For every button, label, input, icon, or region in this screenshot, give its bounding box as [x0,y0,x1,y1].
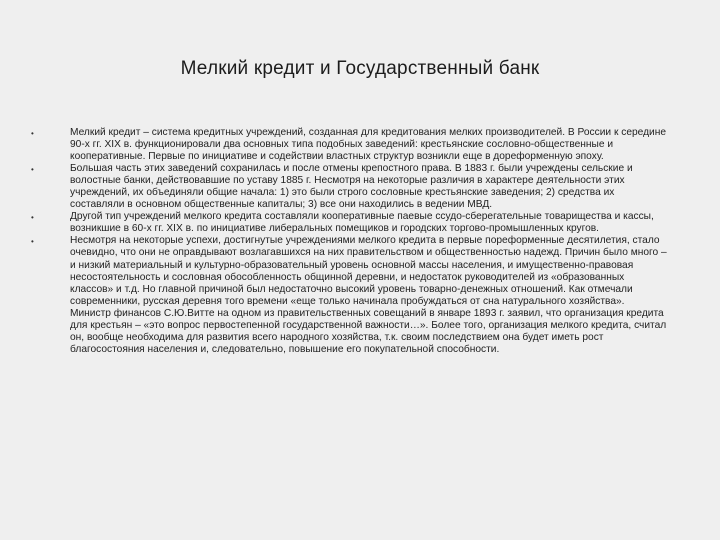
bullet-list [0,127,720,356]
list-item [0,235,720,355]
slide-title: Мелкий кредит и Государственный банк [180,58,540,79]
list-item-text: Мелкий кредит – система кредитных учреждений, созданная для кредитования мелких производителей. В России к середине 90-х гг. XIX в. функционировали два основных типа подобных заведений: крестьянские сословно-общественные и кооперативные. Первые по инициативе и содействии властных структур возникли еще в дореформенную эпоху. [70,127,667,163]
list-item [0,127,720,163]
list-item-text: Большая часть этих заведений сохранилась и после отмены крепостного права. В 1883 г. были учреждены сельские и волостные банки, действовавшие по уставу 1885 г. Несмотря на некоторые различия в характере деятельности этих учреждений, их объединяли общие начала: 1) это были строго сословные крестьянские заведения; 2) средства их составляли в основном общественные капиталы; 3) все они находились в ведении МВД. [70,163,633,211]
list-item-text: Другой тип учреждений мелкого кредита составляли кооперативные паевые ссудо-сберегательные товарищества и кассы, возникшие в 60-х гг. XIX в. по инициативе либеральных помещиков и городских торгово-промышленных кругов. [70,211,654,235]
list-item [0,163,720,211]
list-item [0,211,720,235]
bullet-icon: • [31,237,34,247]
bullet-icon: • [31,129,34,138]
bullet-icon: • [31,213,34,223]
list-item-text: Несмотря на некоторые успехи, достигнутые учреждениями мелкого кредита в первые пореформенные десятилетия, стало очевидно, что они не оправдывают возлагавшихся на них правительством и общественностью надежд. Причин было много – и низкий материальный и культурно-образовательный уровень основной массы населения, и имущественно-правовая несостоятельность и сословная обособленность общинной деревни, и недостаток руководителей из «образованных классов» и т.д. Но главной причиной был недостаточно высокий уровень товарно-денежных отношений. Как отмечали современники, русская деревня того времени «еще только начинала пробуждаться от сна натурального хозяйства». Министр финансов С.Ю.Витте на одном из правительственных совещаний в январе 1893 г. заявил, что организация кредита для крестьян – «это вопрос первостепенной государственной важности…». Более того, организация мелкого кредита, считал он, вообще необходима для развития всего народного хозяйства, т.к. своим последствием она будет иметь рост благосостояния населения и, следовательно, повышение его покупательной способности. [70,235,667,355]
bullet-icon: • [31,165,34,175]
